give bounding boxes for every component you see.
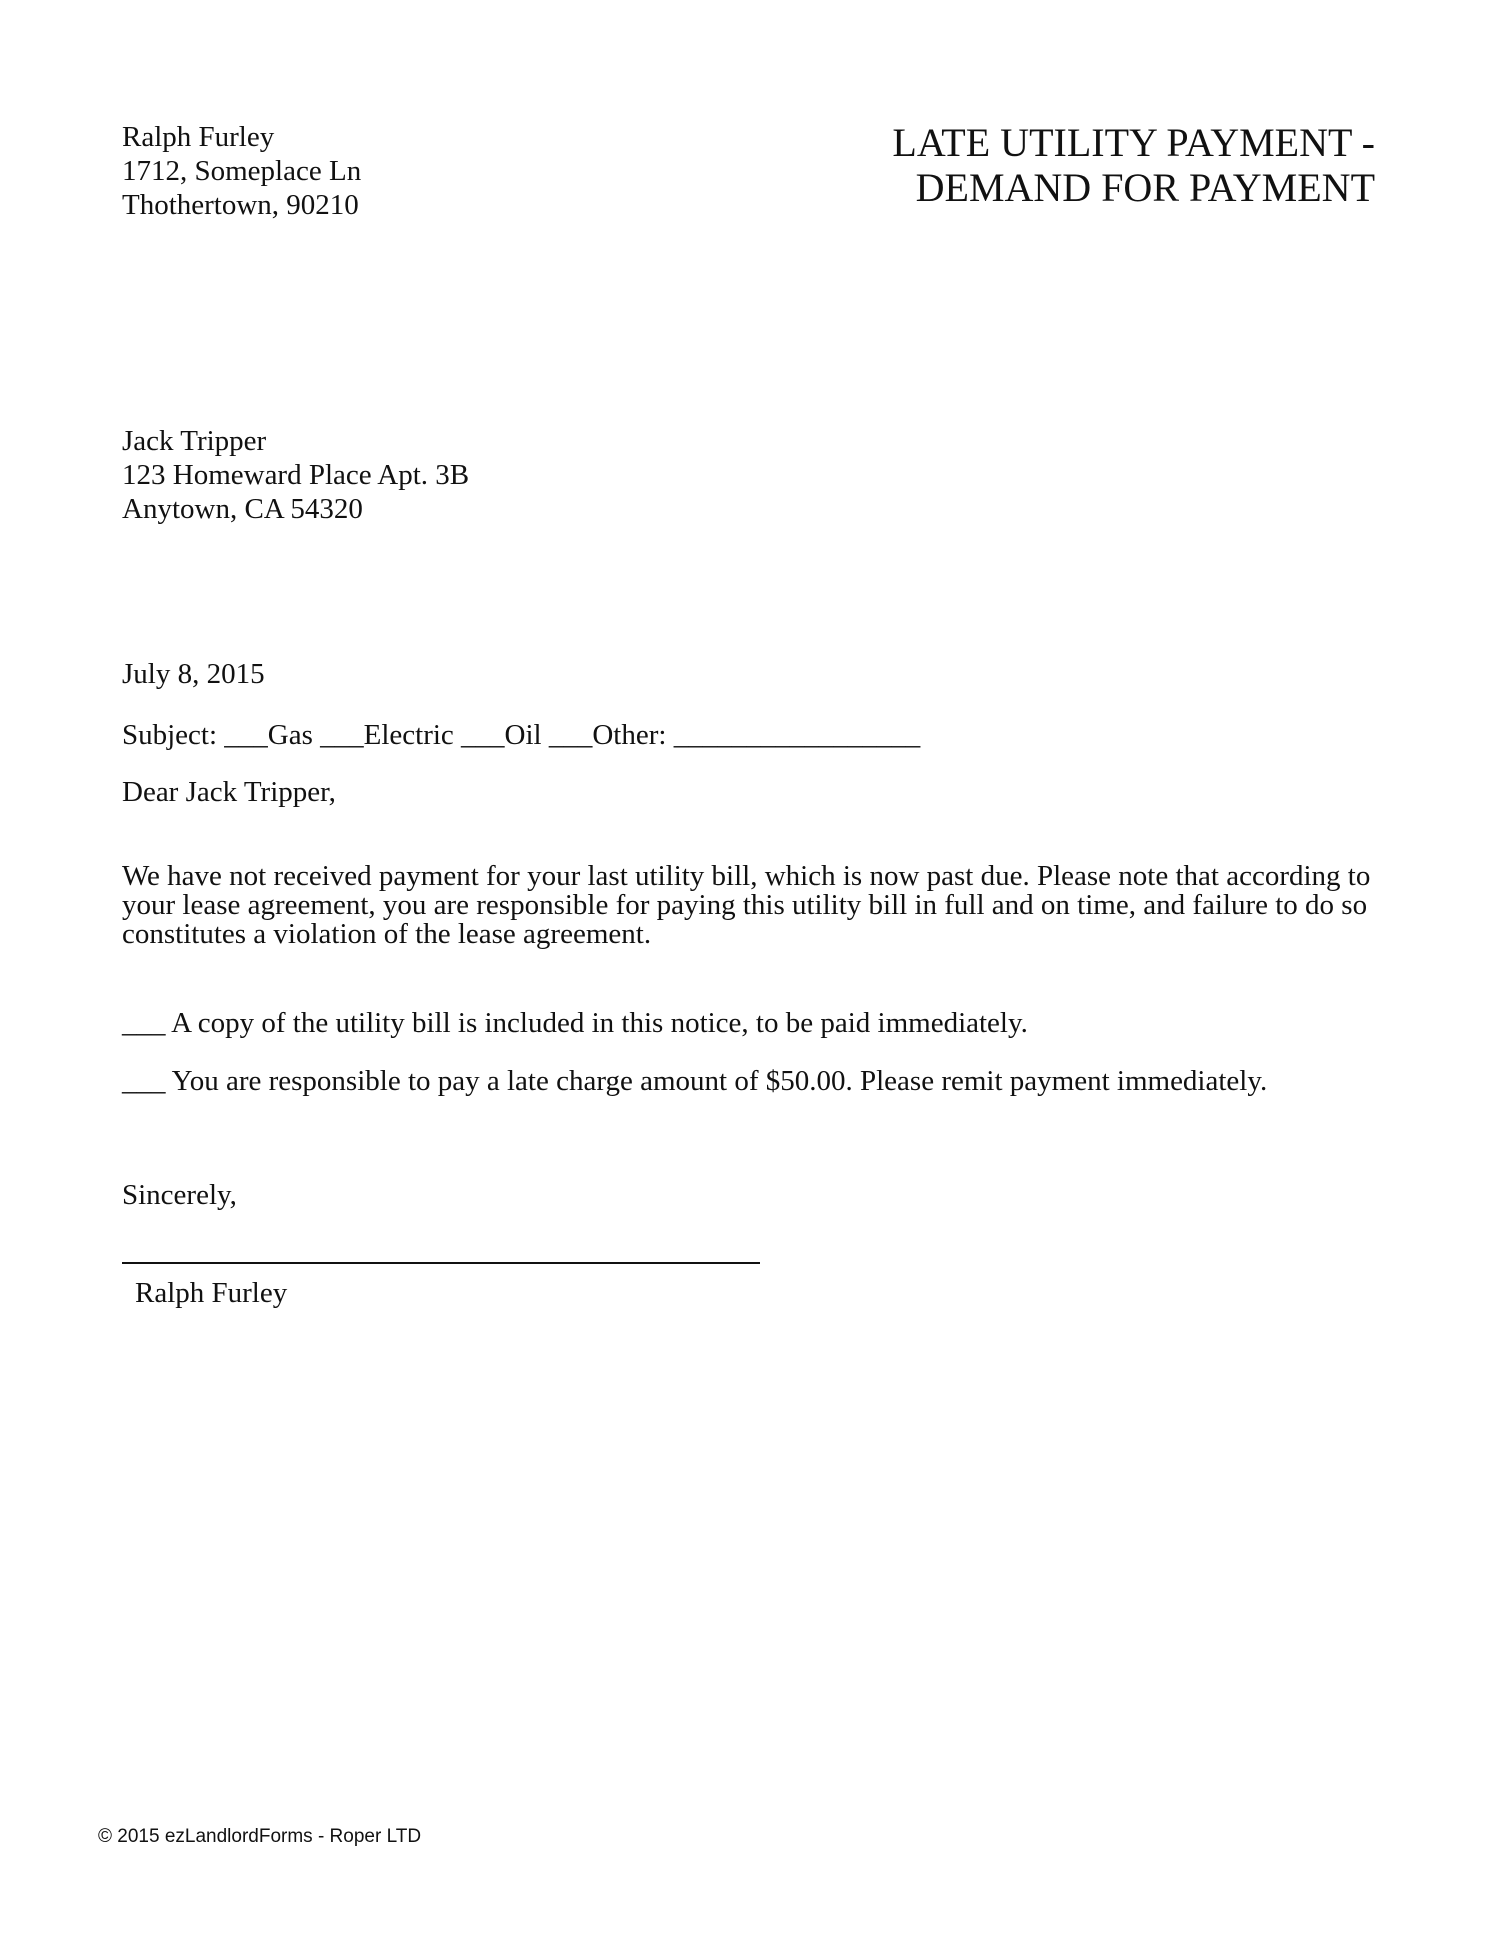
- body-paragraph: We have not received payment for your last utility bill, which is now past due. Please note that according to your lease agreement, you are responsible for paying this utility bill in full and on time, and failure to do so constitutes a violation of the lease agreement.: [122, 860, 1371, 950]
- sender-address-line1: 1712, Someplace Ln: [122, 155, 362, 187]
- document-title: [675, 120, 1375, 210]
- sender-name: Ralph Furley: [122, 121, 275, 153]
- subject-line: Subject: ___Gas ___Electric ___Oil ___Other: _________________: [122, 719, 921, 751]
- letter-date: July 8, 2015: [122, 658, 265, 690]
- copyright-footer: © 2015 ezLandlordForms - Roper LTD: [98, 1826, 422, 1847]
- recipient-block: [122, 424, 469, 526]
- recipient-name: Jack Tripper: [122, 425, 267, 457]
- title-line2: DEMAND FOR PAYMENT: [915, 165, 1375, 210]
- sender-block: [122, 120, 361, 222]
- recipient-address-line2: Anytown, CA 54320: [122, 493, 363, 525]
- closing: Sincerely,: [122, 1179, 237, 1211]
- salutation: Dear Jack Tripper,: [122, 776, 336, 808]
- signature-line: [122, 1262, 760, 1264]
- checklist-item-bill-copy: ___ A copy of the utility bill is included in this notice, to be paid immediately.: [122, 1007, 1028, 1039]
- sender-address-line2: Thothertown, 90210: [122, 189, 359, 221]
- recipient-address-line1: 123 Homeward Place Apt. 3B: [122, 459, 470, 491]
- signer-name: Ralph Furley: [135, 1277, 288, 1309]
- title-line1: LATE UTILITY PAYMENT -: [892, 120, 1375, 165]
- checklist-item-late-charge: ___ You are responsible to pay a late charge amount of $50.00. Please remit payment immediately.: [122, 1065, 1268, 1097]
